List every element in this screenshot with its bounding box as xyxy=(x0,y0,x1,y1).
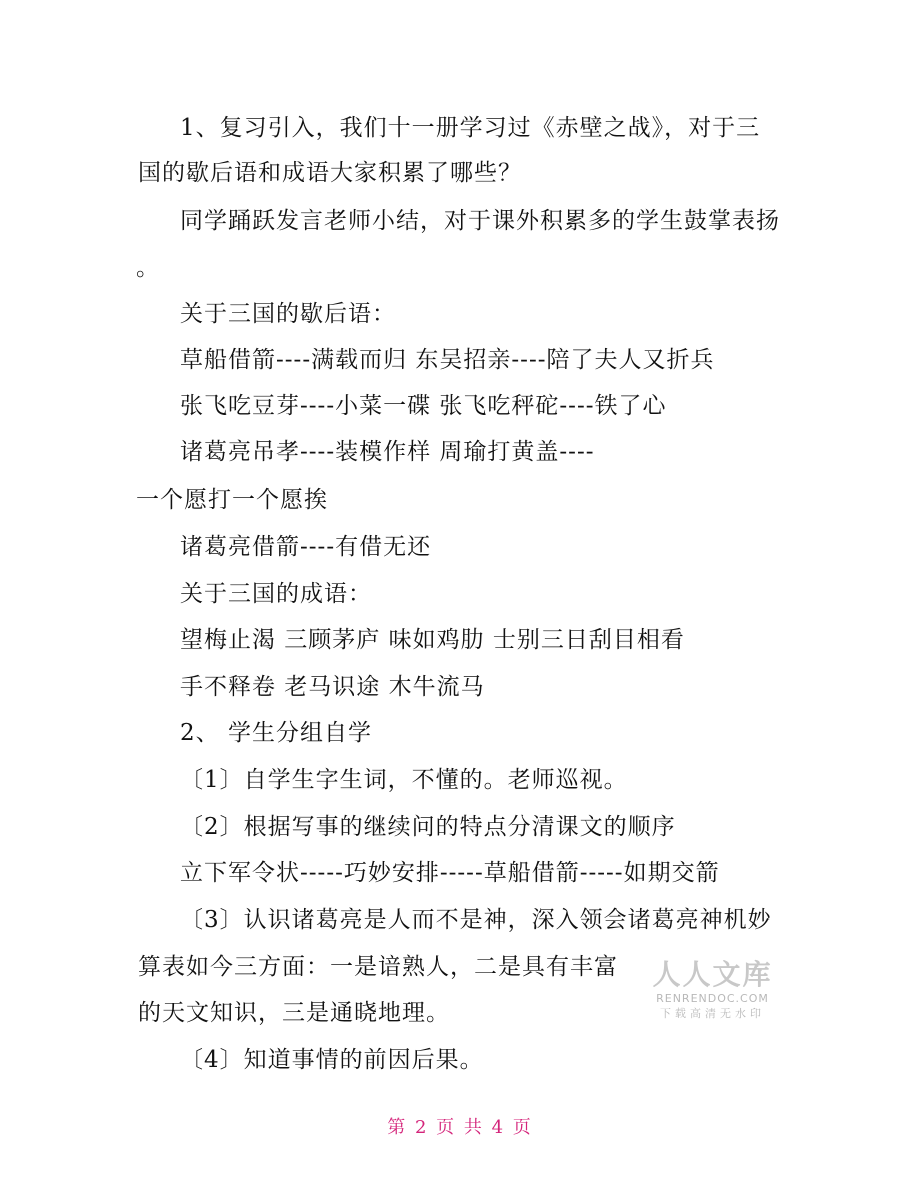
text-line: 一个愿打一个愿挨 xyxy=(136,487,328,513)
text-line: 关于三国的歇后语： xyxy=(180,301,396,327)
text-line: 1、复习引入，我们十一册学习过《赤壁之战》，对于三 xyxy=(180,115,761,141)
text-line: 算表如今三方面：一是谙熟人，二是具有丰富 xyxy=(138,954,618,980)
text-line: 张飞吃豆芽----小菜一碟 张飞吃秤砣----铁了心 xyxy=(180,393,667,419)
watermark-title: 人人文库 xyxy=(652,958,773,991)
text-line: 望梅止渴 三顾茅庐 味如鸡肋 士别三日刮目相看 xyxy=(180,627,685,653)
text-line: 立下军令状-----巧妙安排-----草船借箭-----如期交箭 xyxy=(180,860,720,886)
text-line: 手不释卷 老马识途 木牛流马 xyxy=(180,674,485,700)
text-line: 〔4〕知道事情的前因后果。 xyxy=(180,1047,484,1073)
text-line: 〔3〕认识诸葛亮是人而不是神，深入领会诸葛亮神机妙 xyxy=(180,907,772,933)
text-line: 的天文知识，三是通晓地理。 xyxy=(138,1000,450,1026)
text-line: 诸葛亮借箭----有借无还 xyxy=(180,534,432,560)
text-line: 诸葛亮吊孝----装模作样 周瑜打黄盖---- xyxy=(180,439,595,465)
text-line: 〔2〕根据写事的继续问的特点分清课文的顺序 xyxy=(180,814,676,840)
text-line: 。 xyxy=(136,255,160,281)
watermark-domain: RENRENDOC.COM xyxy=(656,992,769,1005)
text-line: 草船借箭----满载而归 东吴招亲----陪了夫人又折兵 xyxy=(180,347,715,373)
watermark-logo xyxy=(645,958,780,1022)
text-line: 2、 学生分组自学 xyxy=(180,720,372,746)
text-line: 关于三国的成语： xyxy=(180,581,372,607)
text-line: 〔1〕自学生字生词，不懂的。老师巡视。 xyxy=(180,767,628,793)
page-number-footer: 第 2 页 共 4 页 xyxy=(387,1117,533,1138)
text-line: 同学踊跃发言老师小结，对于课外积累多的学生鼓掌表扬 xyxy=(180,208,780,234)
watermark-slogan: 下载高清无水印 xyxy=(660,1007,765,1020)
text-line: 国的歇后语和成语大家积累了哪些？ xyxy=(138,160,522,186)
